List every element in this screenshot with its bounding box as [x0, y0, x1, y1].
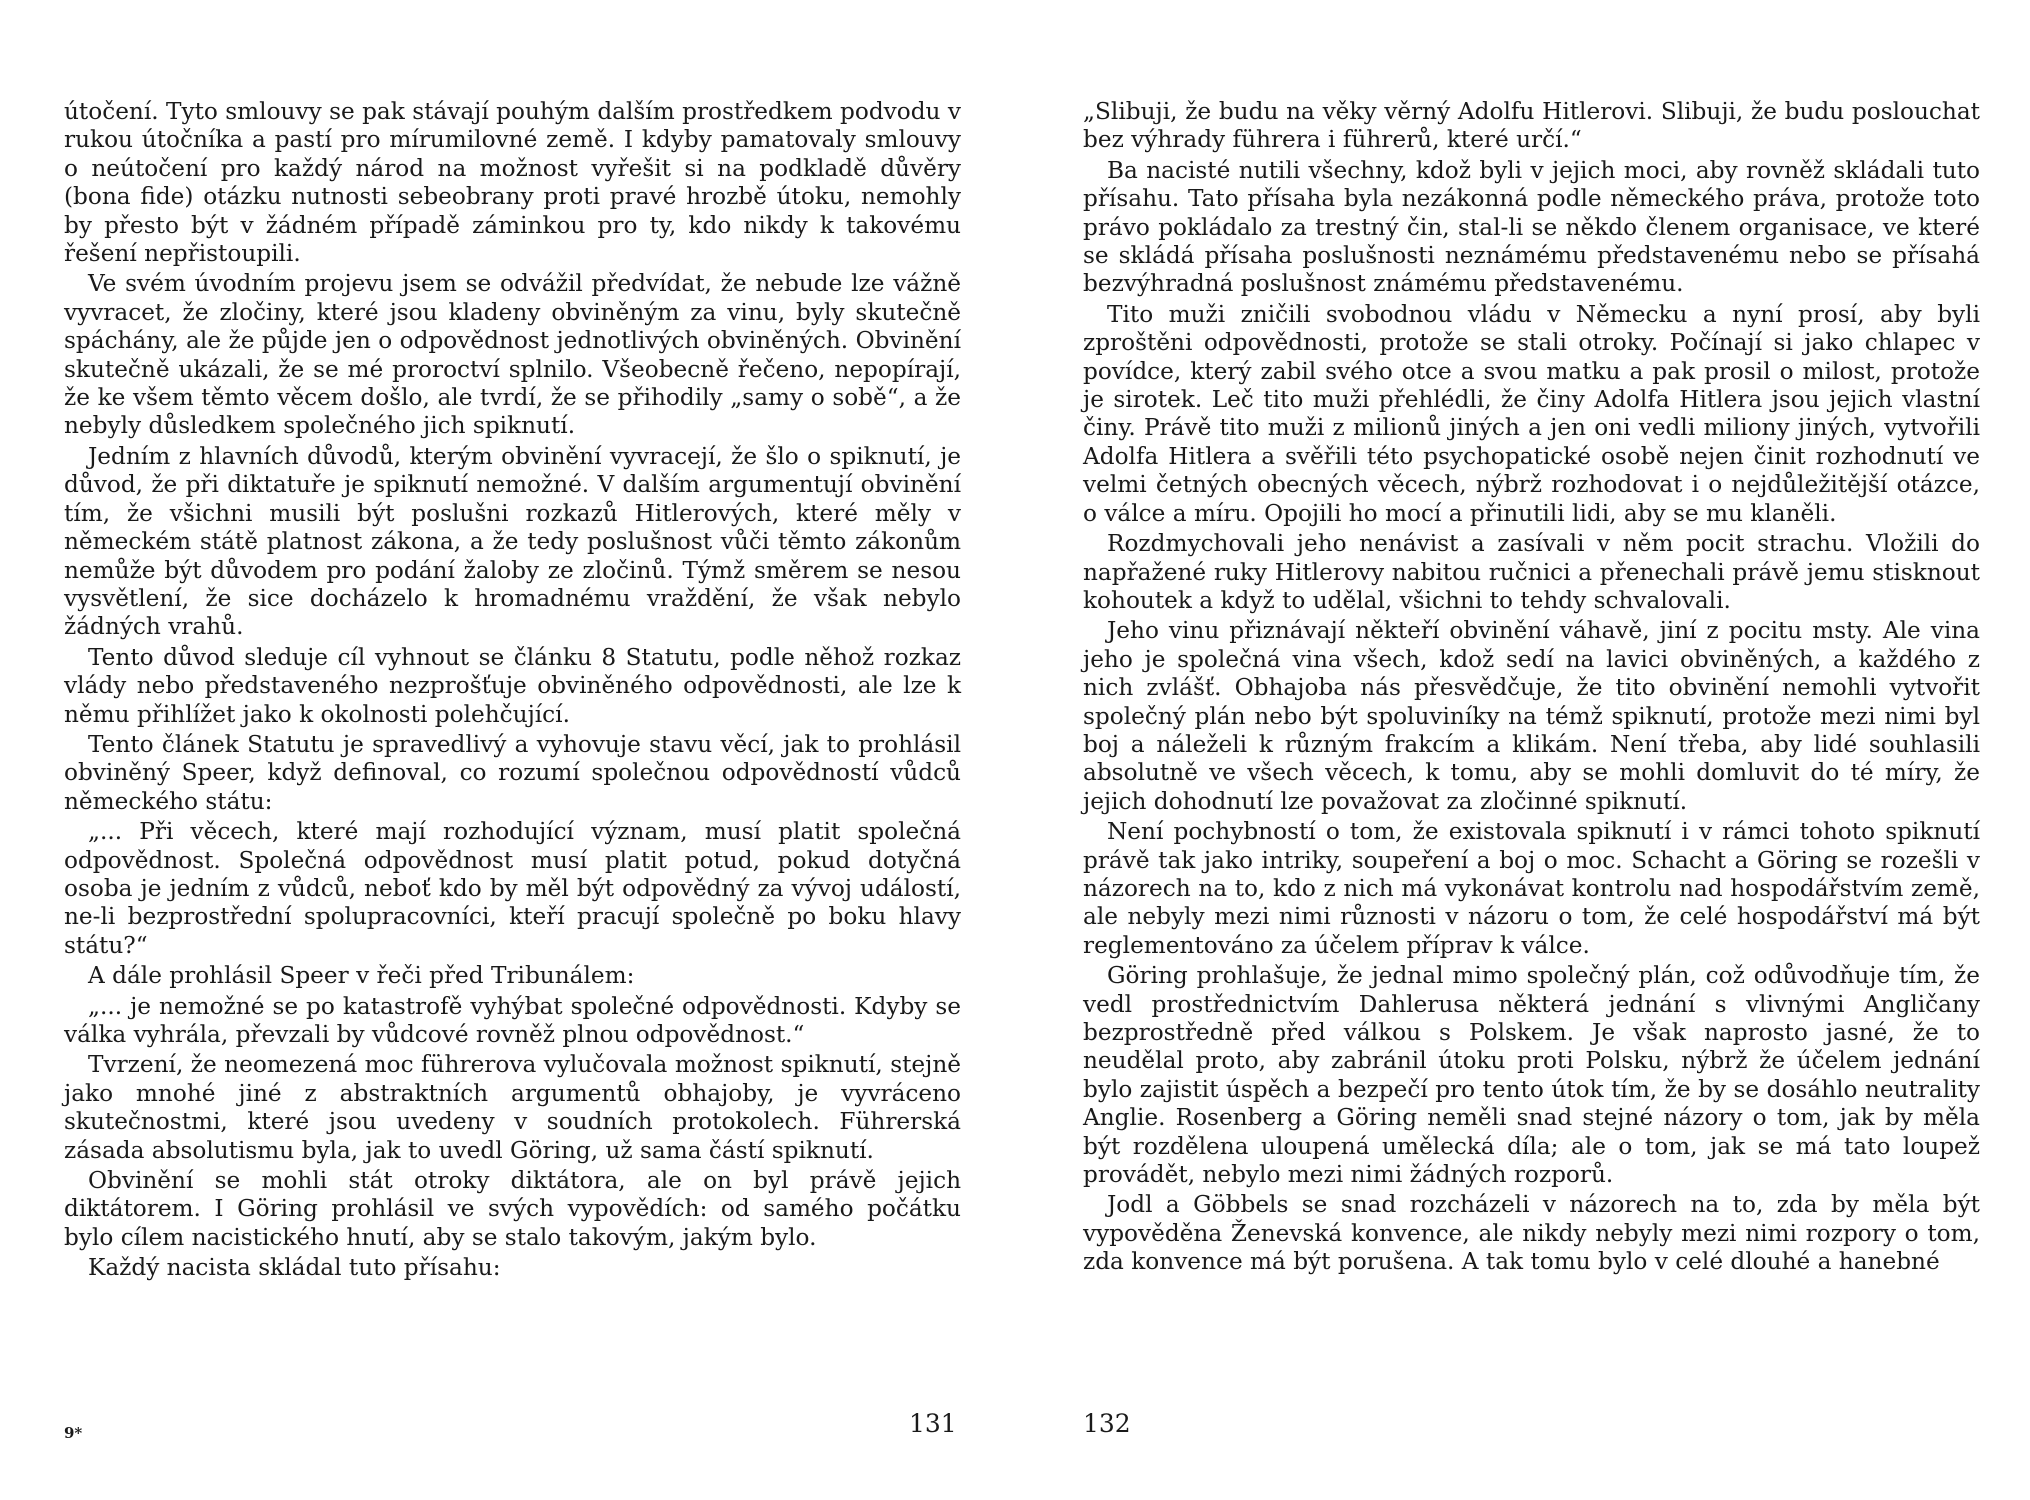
- printer-signature-mark: 9*: [64, 1424, 83, 1442]
- paragraph: Tvrzení, že neomezená moc führerova vylučovala možnost spiknutí, stejně jako mnohé jiné z abstraktních argumentů obhajoby, je vyvráceno skutečnostmi, které jsou uvedeny v soudních protokolech. Führerská zásada absolutismu byla, jak to uvedl Göring, už sama částí spiknutí.: [64, 1051, 961, 1164]
- left-page-body: [64, 98, 961, 1283]
- paragraph: útočení. Tyto smlouvy se pak stávají pouhým dalším prostředkem podvodu v rukou útočníka a pastí pro mírumilovné země. I kdyby pamatovaly smlouvy o neútočení pro každý národ na možnost vyřešit si na podkladě důvěry (bona fide) otázku nutnosti sebeobrany proti pravé hrozbě útoku, nemohly by přesto být v žádném případě záminkou pro ty, kdo nikdy k takovému řešení nepřistoupili.: [64, 98, 961, 268]
- paragraph: Ve svém úvodním projevu jsem se odvážil předvídat, že nebude lze vážně vyvracet, že zločiny, které jsou kladeny obviněným za vinu, byly skutečně spáchány, ale že půjde jen o odpovědnost jednotlivých obviněných. Obvinění skutečně ukázali, že se mé proroctví splnilo. Všeobecně řečeno, nepopírají, že ke všem těmto věcem došlo, ale tvrdí, že se přihodily „samy o sobě“, a že nebyly důsledkem společného jich spiknutí.: [64, 270, 961, 440]
- quote-paragraph: „... je nemožné se po katastrofě vyhýbat společné odpovědnosti. Kdyby se válka vyhrála, převzali by vůdcové rovněž plnou odpovědnost.“: [64, 992, 961, 1048]
- paragraph: Každý nacista skládal tuto přísahu:: [88, 1254, 501, 1282]
- paragraph: Göring prohlašuje, že jednal mimo společný plán, což odůvodňuje tím, že vedl prostřednictvím Dahlerusa některá jednání s vlivnými Angličany bezprostředně před válkou s Polskem. Je však naprosto jasné, že to neudělal proto, aby zabránil útoku proti Polsku, nýbrž že účelem jednání bylo zajistit úspěch a bezpečí pro tento útok tím, že by se dosáhlo neutrality Anglie. Rosenberg a Göring neměli snad stejné názory o tom, jak by měla být rozdělena uloupená umělecká díla; ale o tom, jak se má tato loupež provádět, nebylo mezi nimi žádných rozporů.: [1083, 962, 1980, 1189]
- paragraph: Tento článek Statutu je spravedlivý a vyhovuje stavu věcí, jak to prohlásil obviněný Speer, když definoval, co rozumí společnou odpovědností vůdců německého státu:: [64, 730, 961, 815]
- right-page-body: [1083, 98, 1980, 1277]
- paragraph: Ba nacisté nutili všechny, kdož byli v jejich moci, aby rovněž skládali tuto přísahu. Tato přísaha byla nezákonná podle německého práva, protože toto právo pokládalo za trestný čin, stal-li se někdo členem organisace, ve které se skládá přísaha poslušnosti neznámému představenému nebo se přísahá bezvýhradná poslušnost známému představenému.: [1083, 156, 1980, 298]
- paragraph: A dále prohlásil Speer v řeči před Tribunálem:: [88, 962, 635, 990]
- paragraph: Tito muži zničili svobodnou vládu v Německu a nyní prosí, aby byli zproštěni odpovědnosti, protože se stali otroky. Počínají si jako chlapec v povídce, který zabil svého otce a svou matku a pak prosil o milost, protože je sirotek. Leč tito muži přehlédli, že činy Adolfa Hitlera jsou jejich vlastní činy. Právě tito muži z milionů jiných a jen oni vedli miliony jiných, vytvořili Adolfa Hitlera a svěřili této psychopatické osobě nejen činit rozhodnutí ve velmi četných obecných věcech, nýbrž rozhodovat i o nejdůležitější otázce, o válce a míru. Opojili ho mocí a přinutili lidi, aby se mu klaněli.: [1083, 300, 1980, 527]
- paragraph: Jedním z hlavních důvodů, kterým obvinění vyvracejí, že šlo o spiknutí, je důvod, že při diktatuře je spiknutí nemožné. V dalším argumentují obvinění tím, že všichni musili být poslušni rozkazů Hitlerových, které měly v německém státě platnost zákona, a že tedy poslušnost vůči těmto zákonům nemůže být důvodem pro podání žaloby ze zločinů. Týmž směrem se nesou vysvětlení, že sice docházelo k hromadnému vraždění, že však nebylo žádných vrahů.: [64, 442, 961, 641]
- quote-paragraph: „... Při věcech, které mají rozhodující význam, musí platit společná odpovědnost. Společná odpovědnost musí platit potud, pokud dotyčná osoba je jedním z vůdců, neboť kdo by měl být odpovědný za vývoj událostí, ne-li bezprostřední spolupracovníci, kteří pracují společně po boku hlavy státu?“: [64, 818, 961, 959]
- page-number-left: 131: [909, 1409, 957, 1438]
- paragraph: Rozdmychovali jeho nenávist a zasívali v něm pocit strachu. Vložili do napřažené ruky Hitlerovy nabitou ručnici a přenechali právě jemu stisknout kohoutek a když to udělal, všichni to tehdy schvalovali.: [1083, 530, 1980, 614]
- page-number-right: 132: [1083, 1409, 1131, 1438]
- paragraph: Není pochybností o tom, že existovala spiknutí i v rámci tohoto spiknutí právě tak jako intriky, soupeření a boj o moc. Schacht a Göring se rozešli v názorech na to, kdo z nich má vykonávat kontrolu nad hospodářstvím země, ale nebyly mezi nimi různosti v názoru o tom, že celé hospodářství má být reglementováno za účelem příprav k válce.: [1083, 818, 1980, 959]
- oath-quote: „Slibuji, že budu na věky věrný Adolfu Hitlerovi. Slibuji, že budu poslouchat bez výhrady führera i führerů, které určí.“: [1083, 98, 1980, 154]
- paragraph: Obvinění se mohli stát otroky diktátora, ale on byl právě jejich diktátorem. I Göring prohlásil ve svých vypovědích: od samého počátku bylo cílem nacistického hnutí, aby se stalo takovým, jakým bylo.: [64, 1167, 961, 1251]
- paragraph: Tento důvod sleduje cíl vyhnout se článku 8 Statutu, podle něhož rozkaz vlády nebo představeného nezprošťuje obviněného odpovědnosti, ale lze k němu přihlížet jako k okolnosti polehčující.: [64, 643, 961, 728]
- paragraph: Jodl a Göbbels se snad rozcházeli v názorech na to, zda by měla být vypověděna Ženevská konvence, ale nikdy nebyly mezi nimi rozpory o tom, zda konvence má být porušena. A tak tomu bylo v celé dlouhé a hanebné: [1083, 1191, 1980, 1276]
- paragraph: Jeho vinu přiznávají někteří obvinění váhavě, jiní z pocitu msty. Ale vina jeho je společná vina všech, kdož sedí na lavici obviněných, a každého z nich zvlášť. Obhajoba nás přesvědčuje, že tito obvinění nemohli vytvořit společný plán nebo být spoluviníky na témž spiknutí, protože mezi nimi byl boj a náleželi k různým frakcím a klikám. Není třeba, aby lidé souhlasili absolutně ve všech věcech, k tomu, aby se mohli domluvit do té míry, že jejich dohodnutí lze považovat za zločinné spiknutí.: [1083, 617, 1980, 815]
